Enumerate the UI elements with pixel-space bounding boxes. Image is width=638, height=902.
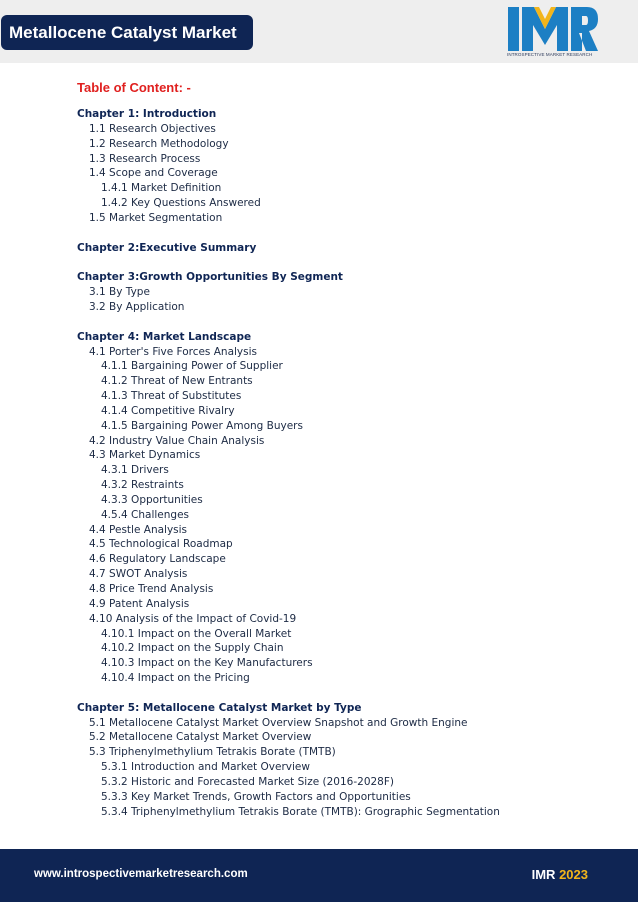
footer-year: 2023 [559, 867, 588, 882]
toc-entry: 4.3.2 Restraints [101, 479, 184, 492]
toc-entry: 4.1.1 Bargaining Power of Supplier [101, 360, 283, 373]
toc-entry: 1.5 Market Segmentation [89, 211, 223, 224]
toc-entry: 5.3.1 Introduction and Market Overview [101, 761, 310, 774]
report-title: Metallocene Catalyst Market [1, 15, 253, 50]
toc-entry: 4.9 Patent Analysis [89, 597, 190, 610]
toc-entry: 3.1 By Type [89, 286, 150, 299]
toc-entry: 4.3 Market Dynamics [89, 449, 201, 462]
toc-entry: 1.1 Research Objectives [89, 122, 216, 135]
toc-chapter: Chapter 4: Market Landscape [77, 330, 252, 343]
toc-spacer [77, 315, 597, 330]
page-footer [0, 849, 638, 902]
footer-website-link[interactable]: www.introspectivemarketresearch.com [34, 868, 248, 880]
toc-entry: 4.10 Analysis of the Impact of Covid-19 [89, 612, 297, 625]
footer-brand [532, 867, 588, 882]
toc-entry: 5.3 Triphenylmethylium Tetrakis Borate (TMTB) [89, 746, 336, 759]
toc-entry: 4.1.3 Threat of Substitutes [101, 390, 242, 403]
toc-spacer [77, 255, 597, 270]
toc-chapter: Chapter 3:Growth Opportunities By Segment [77, 271, 343, 284]
toc-chapter: Chapter 5: Metallocene Catalyst Market by Type [77, 701, 362, 714]
toc-entry: 1.4 Scope and Coverage [89, 167, 218, 180]
table-of-contents [77, 78, 597, 820]
toc-entry: 5.3.3 Key Market Trends, Growth Factors and Opportunities [101, 790, 411, 803]
toc-list [77, 107, 597, 820]
toc-heading: Table of Content: - [77, 80, 191, 95]
toc-entry: 1.2 Research Methodology [89, 137, 229, 150]
toc-entry: 4.1.5 Bargaining Power Among Buyers [101, 419, 303, 432]
page-header [0, 0, 638, 63]
toc-spacer [77, 226, 597, 241]
footer-brand-name: IMR [531, 867, 556, 882]
toc-entry: 4.1.4 Competitive Rivalry [101, 404, 235, 417]
toc-entry: 4.3.3 Opportunities [101, 493, 203, 506]
toc-entry: 3.2 By Application [89, 300, 185, 313]
toc-entry: 5.2 Metallocene Catalyst Market Overview [89, 731, 312, 744]
toc-entry: 4.2 Industry Value Chain Analysis [89, 434, 265, 447]
toc-entry: 1.4.2 Key Questions Answered [101, 197, 261, 210]
toc-entry: 4.10.4 Impact on the Pricing [101, 672, 250, 685]
toc-entry: 4.10.2 Impact on the Supply Chain [101, 642, 284, 655]
toc-entry: 4.1 Porter's Five Forces Analysis [89, 345, 258, 358]
toc-entry: 1.3 Research Process [89, 152, 201, 165]
toc-entry: 4.7 SWOT Analysis [89, 568, 188, 581]
logo-tagline: INTROSPECTIVE MARKET RESEARCH [507, 52, 593, 57]
toc-entry: 4.5.4 Challenges [101, 508, 190, 521]
toc-entry: 5.1 Metallocene Catalyst Market Overview Snapshot and Growth Engine [89, 716, 468, 729]
toc-entry: 4.3.1 Drivers [101, 464, 169, 477]
toc-spacer [77, 686, 597, 701]
toc-entry: 4.10.3 Impact on the Key Manufacturers [101, 657, 313, 670]
toc-chapter: Chapter 1: Introduction [77, 108, 217, 120]
toc-entry: 4.10.1 Impact on the Overall Market [101, 627, 292, 640]
toc-entry: 4.4 Pestle Analysis [89, 523, 188, 536]
toc-chapter: Chapter 2:Executive Summary [77, 241, 257, 254]
toc-entry: 1.4.1 Market Definition [101, 182, 222, 195]
toc-entry: 4.6 Regulatory Landscape [89, 553, 226, 566]
toc-entry: 4.5 Technological Roadmap [89, 538, 233, 551]
toc-entry: 4.1.2 Threat of New Entrants [101, 375, 253, 388]
toc-entry: 5.3.2 Historic and Forecasted Market Size (2016-2028F) [101, 775, 394, 788]
toc-entry: 4.8 Price Trend Analysis [89, 583, 214, 595]
toc-entry: 5.3.4 Triphenylmethylium Tetrakis Borate (TMTB): Grographic Segmentation [101, 805, 500, 818]
